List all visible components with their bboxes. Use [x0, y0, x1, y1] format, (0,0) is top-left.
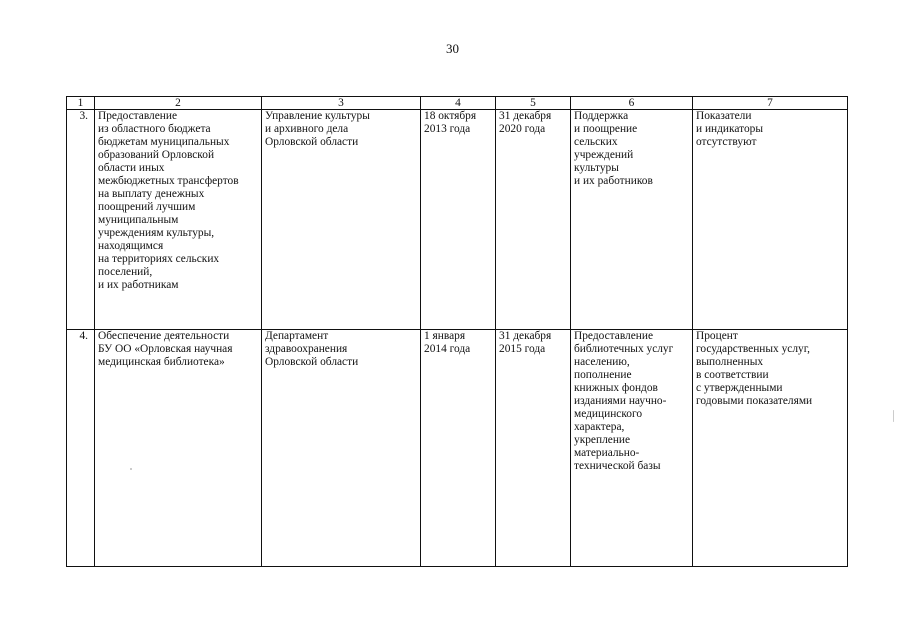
column-number-header: 7: [693, 97, 848, 110]
end-date-cell: 31 декабря 2020 года: [496, 110, 571, 330]
row-number-cell: 4.: [67, 330, 95, 567]
page-number: 30: [446, 41, 459, 56]
expected-result-cell: Поддержка и поощрение сельских учреждений культуры и их работников: [571, 110, 693, 330]
table-row: [67, 330, 848, 567]
table-row: [67, 110, 848, 330]
indicators-cell: Показатели и индикаторы отсутствуют: [693, 110, 848, 330]
column-number-header: 4: [421, 97, 496, 110]
activity-name-cell: Предоставление из областного бюджета бюджетам муниципальных образований Орловской области иных межбюджетных трансфертов на выплату денежных поощрений лучшим муниципальным учреждениям культуры, находящимся на территориях сельских поселений, и их работникам: [95, 110, 262, 330]
activities-table: [66, 96, 848, 567]
scan-speck: [130, 468, 132, 470]
start-date-cell: 1 января 2014 года: [421, 330, 496, 567]
row-number-cell: 3.: [67, 110, 95, 330]
scan-speck: [893, 410, 894, 422]
column-number-header: 5: [496, 97, 571, 110]
column-number-header: 1: [67, 97, 95, 110]
expected-result-cell: Предоставление библиотечных услуг населению, пополнение книжных фондов изданиями научно- медицинского характера, укрепление материально- технической базы: [571, 330, 693, 567]
executor-cell: Департамент здравоохранения Орловской области: [262, 330, 421, 567]
executor-cell: Управление культуры и архивного дела Орловской области: [262, 110, 421, 330]
indicators-cell: Процент государственных услуг, выполненных в соответствии с утвержденными годовыми показателями: [693, 330, 848, 567]
column-number-header: 6: [571, 97, 693, 110]
activity-name-cell: Обеспечение деятельности БУ ОО «Орловская научная медицинская библиотека»: [95, 330, 262, 567]
table-header-row: [67, 97, 848, 110]
end-date-cell: 31 декабря 2015 года: [496, 330, 571, 567]
column-number-header: 2: [95, 97, 262, 110]
column-number-header: 3: [262, 97, 421, 110]
start-date-cell: 18 октября 2013 года: [421, 110, 496, 330]
